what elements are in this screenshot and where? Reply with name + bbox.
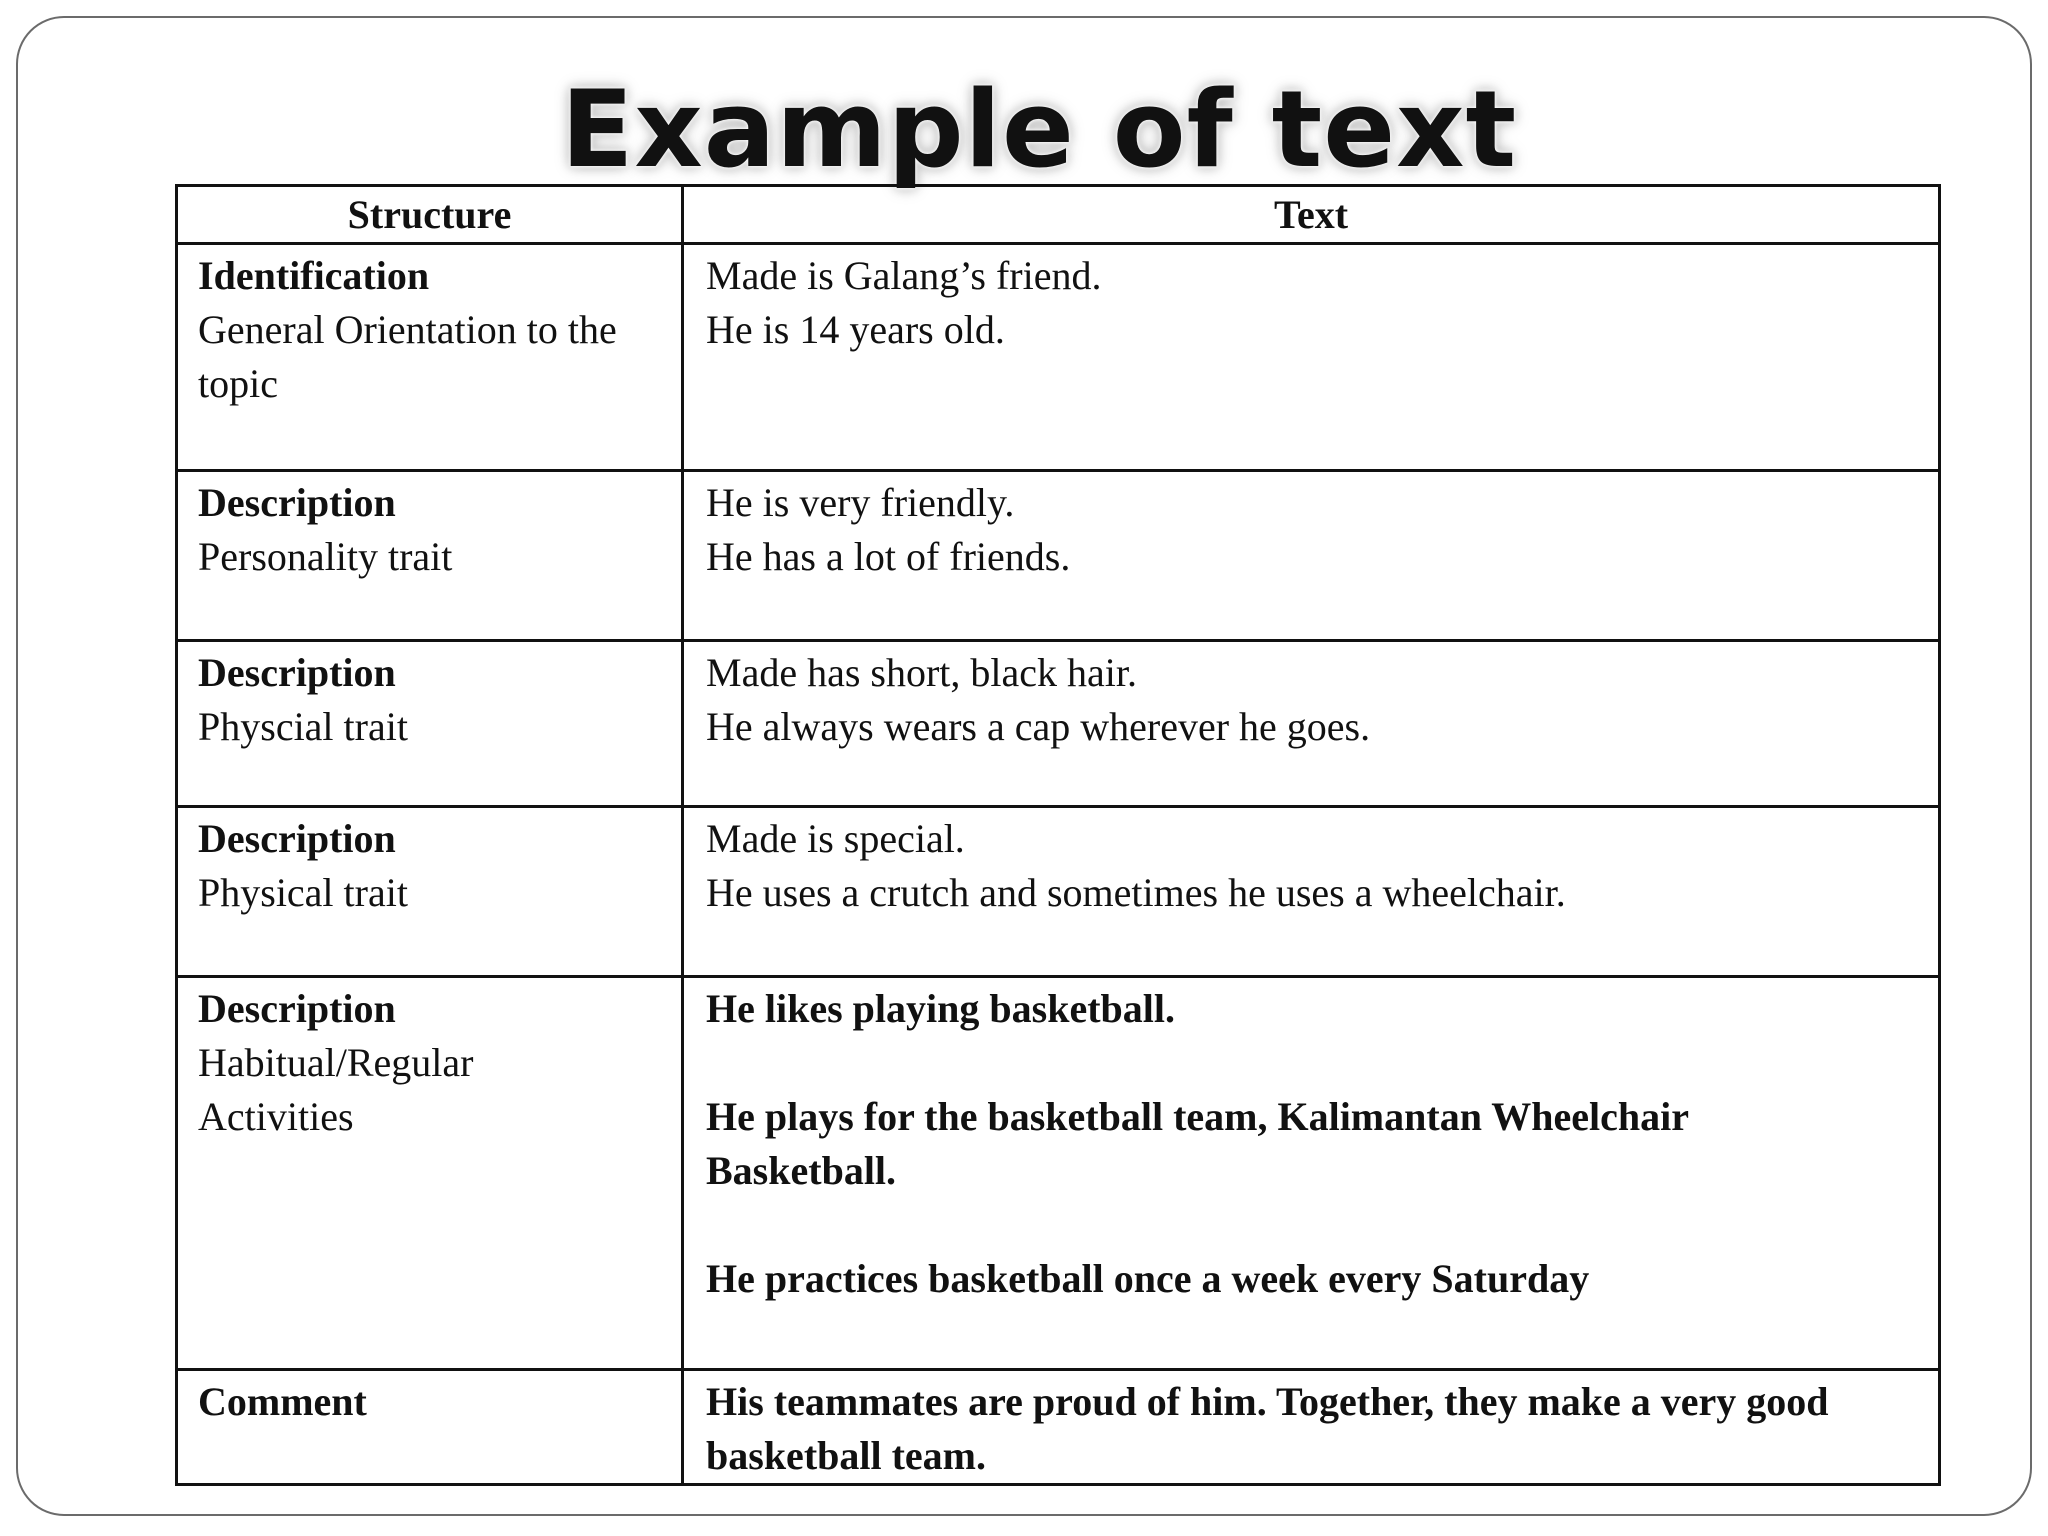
line-gap: [706, 1198, 1916, 1252]
structure-label: Description: [198, 986, 396, 1031]
text-line: Made is Galang’s friend.: [706, 253, 1102, 298]
structure-subtitle: Personality trait: [198, 534, 453, 579]
structure-cell: [177, 471, 683, 641]
header-text: Text: [683, 186, 1940, 244]
text-cell: [683, 1370, 1940, 1485]
text-cell: [683, 471, 1940, 641]
text-line: Made has short, black hair.: [706, 650, 1137, 695]
structure-label: Description: [198, 480, 396, 525]
structure-cell: [177, 244, 683, 471]
structure-label: Comment: [198, 1379, 367, 1424]
structure-cell: [177, 1370, 683, 1485]
table-row: [177, 807, 1940, 977]
table-row: [177, 641, 1940, 807]
table-row: [177, 1370, 1940, 1485]
text-line: He is very friendly.: [706, 480, 1015, 525]
structure-label: Description: [198, 650, 396, 695]
table-row: [177, 244, 1940, 471]
text-cell: [683, 244, 1940, 471]
table-row: [177, 977, 1940, 1370]
structure-subtitle: General Orientation to the topic: [198, 307, 617, 406]
text-cell: [683, 641, 1940, 807]
text-line: He is 14 years old.: [706, 307, 1005, 352]
text-line: His teammates are proud of him. Together, they make a very good basketball team.: [706, 1379, 1829, 1478]
text-line: He likes playing basketball.: [706, 986, 1175, 1031]
text-line: He has a lot of friends.: [706, 534, 1071, 579]
text-cell: [683, 977, 1940, 1370]
structure-cell: [177, 977, 683, 1370]
structure-subtitle: Physical trait: [198, 870, 408, 915]
text-line: He always wears a cap wherever he goes.: [706, 704, 1371, 749]
table-row: [177, 471, 1940, 641]
line-gap: [706, 1036, 1916, 1090]
structure-text-table: [175, 184, 1941, 1486]
text-cell: [683, 807, 1940, 977]
structure-label: Description: [198, 816, 396, 861]
text-line: He uses a crutch and sometimes he uses a wheelchair.: [706, 870, 1566, 915]
table-header-row: [177, 186, 1940, 244]
structure-subtitle: Physcial trait: [198, 704, 408, 749]
structure-subtitle: Habitual/Regular Activities: [198, 1040, 474, 1139]
structure-label: Identification: [198, 253, 430, 298]
header-structure: Structure: [177, 186, 683, 244]
slide-title: Example of text: [561, 68, 1518, 191]
structure-cell: [177, 807, 683, 977]
text-line: He practices basketball once a week every Saturday: [706, 1256, 1590, 1301]
text-line: He plays for the basketball team, Kalimantan Wheelchair Basketball.: [706, 1094, 1689, 1193]
structure-cell: [177, 641, 683, 807]
text-line: Made is special.: [706, 816, 965, 861]
